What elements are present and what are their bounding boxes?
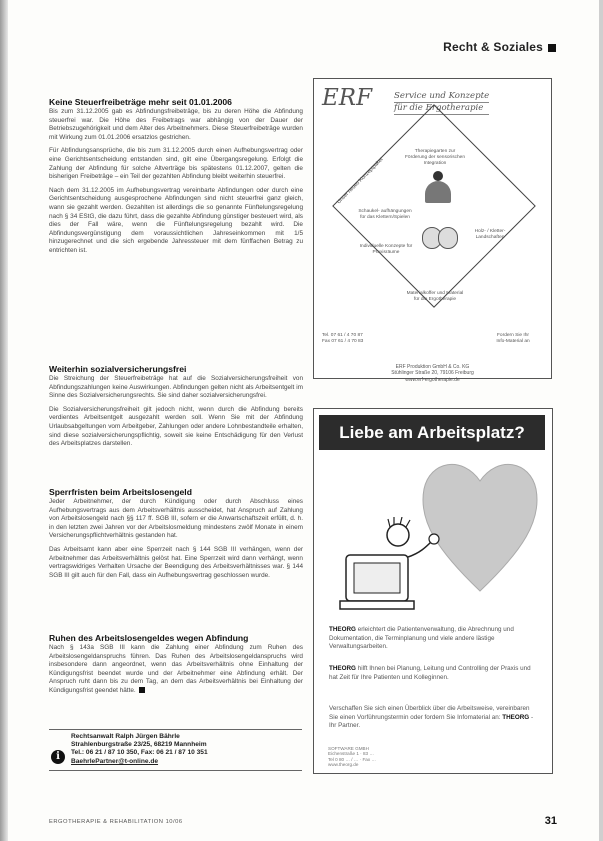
computer-character-illustration [336, 517, 446, 617]
article-paragraph: Die Streichung der Steuerfreibeträge hat auf die Sozialversicherungsfreiheit von Abfindungszahlungen keine Auswirkungen. Abfindungen gelten nicht als Arbeitsentgelt im Sinne des Sozialversicherungsrechts. Sie sind daher sozialversicherungsfrei. [49, 375, 303, 400]
article-paragraph: Die Sozialversicherungsfreiheit gilt jedoch nicht, wenn durch die Abfindung bereits verdientes Arbeitsentgelt ausgezahlt werden soll. Wenn Sie mit der Abfindung Urlaubsabgeltungen vom Arbeitgeber, Zahlungen oder andere Lohnbestandteile erhalten, sind diese sozialversicherungspflichtig, soweit sie keine Entschädigung für den Verlust des Arbeitsplatzes darstellen. [49, 405, 303, 448]
article-paragraph: Das Arbeitsamt kann aber eine Sperrzeit nach § 144 SGB III verhängen, wenn der Arbeitnehmer das Arbeitsverhältnis gelöst hat. Eine Sperrzeit wird dann verhängt, wenn vertragswidriges Verhalten Ursache der Beendigung des Arbeitsverhältnisses war. § 144 SGB III gilt auch für den Fall, dass ein Aufhebungsvertrag geschlossen wurde. [49, 545, 303, 579]
diamond-frame [332, 104, 536, 308]
erf-phone-fax: Tel. 07 61 / 4 70 87 Fax 07 61 / 4 70 83 [322, 333, 364, 344]
article-heading: Keine Steuerfreibeträge mehr seit 01.01.2006 [49, 97, 232, 107]
article-ruhen [49, 633, 303, 701]
diamond-slant-label: Unser neues Konzeptpaket [336, 156, 385, 206]
page-binding-shadow [0, 0, 8, 841]
author-contact-box [49, 729, 302, 771]
info-icon: i [51, 750, 65, 764]
ad-headline: Liebe am Arbeitsplatz? [319, 415, 545, 450]
erf-advertisement [313, 78, 552, 383]
diamond-right-label: Holz- / Kletter- Landschaften [474, 229, 506, 240]
footer-line: Stühlinger Straße 20, 79106 Freiburg [391, 370, 474, 377]
diamond-left-label: Schaukel- aufhängungen für das Klettern/Spielen [358, 209, 412, 220]
square-icon [548, 44, 556, 52]
paragraph-text: hilft Ihnen bei Planung, Leitung und Controlling der Praxis und hat Zeit für Ihre Patienten und Kolleginnen. [329, 665, 531, 681]
diamond-left2-label: Individuelle Konzepte für Praxisräume [359, 244, 413, 255]
balloon-right-icon [438, 227, 458, 249]
article-sperrfristen [49, 487, 303, 585]
article-steuer [49, 97, 303, 261]
article-paragraph: Jeder Arbeitnehmer, der durch Kündigung oder durch Abschluss eines Aufhebungsvertrags aus dem Arbeitsverhältnis ausscheidet, hat Anspruch auf Zahlung von Arbeitslosengeld nach §§ 117 ff. SGB III, sofern er die Anwartschaftszeit erfüllt, d. h. in den letzten zwei Jahren vor der Arbeitslosmeldung mindestens zwölf Monate in einem Versicherungspflichtverhältnis gestanden hat. [49, 498, 303, 540]
theorg-paragraph-2 [329, 665, 539, 682]
article-paragraph: Bis zum 31.12.2005 gab es Abfindungsfreibeträge, bis zu deren Höhe die Abfindung steuerfrei war. Die Höhe des Freibetrags war abhängig von der Dauer der Betriebszugehörigkeit und dem Alter des Arbeitnehmers. Diese Steuerfreibeträge wurden mit Wirkung zum 01.01.2006 ersatzlos gestrichen. [49, 108, 303, 141]
figure-head-icon [433, 171, 443, 181]
theorg-brand: THEORG [329, 665, 356, 672]
article-paragraph: Nach dem 31.12.2005 im Aufhebungsvertrag vereinbarte Abfindungen oder durch eine Gerichtsentscheidung ausgesprochene Abfindungen sind nicht steuerfrei ganz gleich, wann sie gezahlt werden. Gezahlten ist allerdings die so genannte Fünftelungsregelung nach § 34 EStG, die dazu führt, dass die gezahlte Abfindung günstiger besteuert wird, als dies der Fall wäre, wenn die Fünftelungsregelung bezahlt wird. Die Abfindungsvergünstigung dem voraussichtlichen Jahreseinkommen mit 1/5 hinzugerechnet und die sich ergebende Jahressteuer mit dem fünffachen Betrag zu entrichten ist. [49, 186, 303, 254]
end-square-icon [139, 687, 145, 693]
erf-info-request: Fordern Sie Ihr Info-Material an [496, 333, 530, 344]
diamond-top-label: Therapiegarten zur Förderung der sensorischen Integration [405, 149, 465, 166]
company-line: Eichenstraße 1 · 83 … [328, 751, 374, 757]
erf-logo: ERF [322, 85, 373, 111]
article-paragraph [49, 644, 303, 696]
company-line: SOFTWARE GMBH [328, 746, 369, 751]
erf-company-footer [314, 364, 551, 383]
footer-line[interactable]: www.erf-ergotherapie.de [405, 376, 460, 383]
section-label [443, 40, 556, 54]
publication-footer: ERGOTHERAPIE & REHABILITATION 10/06 [49, 819, 183, 825]
tagline-line: für die Ergotherapie [394, 103, 489, 115]
theorg-paragraph-3 [329, 705, 539, 731]
tagline-line: Service und Konzepte [394, 91, 490, 101]
paragraph-text: - Ihr Partner. [329, 713, 534, 730]
article-heading: Ruhen des Arbeitslosengeldes wegen Abfindung [49, 633, 249, 643]
contact-name: Rechtsanwalt Ralph Jürgen Bährle [71, 733, 180, 740]
article-sozialversicherung [49, 364, 303, 454]
footer-line: ERF Produktion GmbH & Co. KG [395, 364, 470, 370]
theorg-brand: THEORG [502, 713, 530, 721]
article-heading: Weiterhin sozialversicherungsfrei [49, 364, 187, 374]
theorg-brand: THEORG [329, 626, 356, 633]
contact-phone: Tel.: 06 21 / 87 10 350, Fax: 06 21 / 87 10 351 [71, 749, 208, 757]
theorg-advertisement [313, 408, 553, 774]
article-heading: Sperrfristen beim Arbeitslosengeld [49, 487, 192, 497]
page-edge [599, 0, 603, 841]
theorg-paragraph-1 [329, 626, 539, 652]
contact-address: Strahlenburgstraße 23/25, 68219 Mannheim [71, 741, 207, 749]
theorg-company-details [328, 746, 540, 768]
company-line[interactable]: www.theorg.de [328, 762, 359, 768]
article-text: Nach § 143a SGB III kann die Zahlung einer Abfindung zum Ruhen des Arbeitslosengeldanspruchs führen. Das Ruhen des Arbeitslosengeldanspruchs wird insbesondere dann angeordnet, wenn das Arbeitsverhältnis ohne Einhaltung der Kündigungsfrist beendet wurde und der Arbeitnehmer eine Abfindung erhält. Der Anspruch ruht dann bis zu dem Tag, an dem das Arbeitsverhältnis bei Einhaltung der Kündigungsfrist geendet hätte. [49, 644, 303, 694]
section-title: Recht & Soziales [443, 40, 543, 54]
paragraph-text: Verschaffen Sie sich einen Überblick über die Arbeitsweise, vereinbaren Sie einen Vorführungstermin oder fordern Sie Infomaterial an: [329, 705, 530, 721]
diamond-bottom-label: Materialkoffer und Material für die Ergotherapie [406, 291, 464, 302]
figure-body-icon [425, 181, 451, 203]
paragraph-text: erleichtert die Patientenverwaltung, die Abrechnung und Dokumentation, die Terminplanung und viele andere lästige Verwaltungsarbeiten. [329, 626, 514, 651]
page-number: 31 [544, 815, 557, 827]
article-paragraph: Für Abfindungsansprüche, die bis zum 31.12.2005 durch einen Aufhebungsvertrag oder eine Gerichtsentscheidung entstanden sind, gilt eine Übergangsregelung. Erfolgt die Zahlung der Abfindung für solche Altverträge bis spätestens 01.12.2007, gelten die bisherigen Freibeträge – ein Teil der gezahlten Abfindung bleibt weiterhin steuerfrei. [49, 147, 303, 181]
contact-email[interactable]: BaehrlePartner@t-online.de [71, 757, 159, 765]
company-line: Tel 0 80 … / … · Fax … [328, 756, 376, 762]
